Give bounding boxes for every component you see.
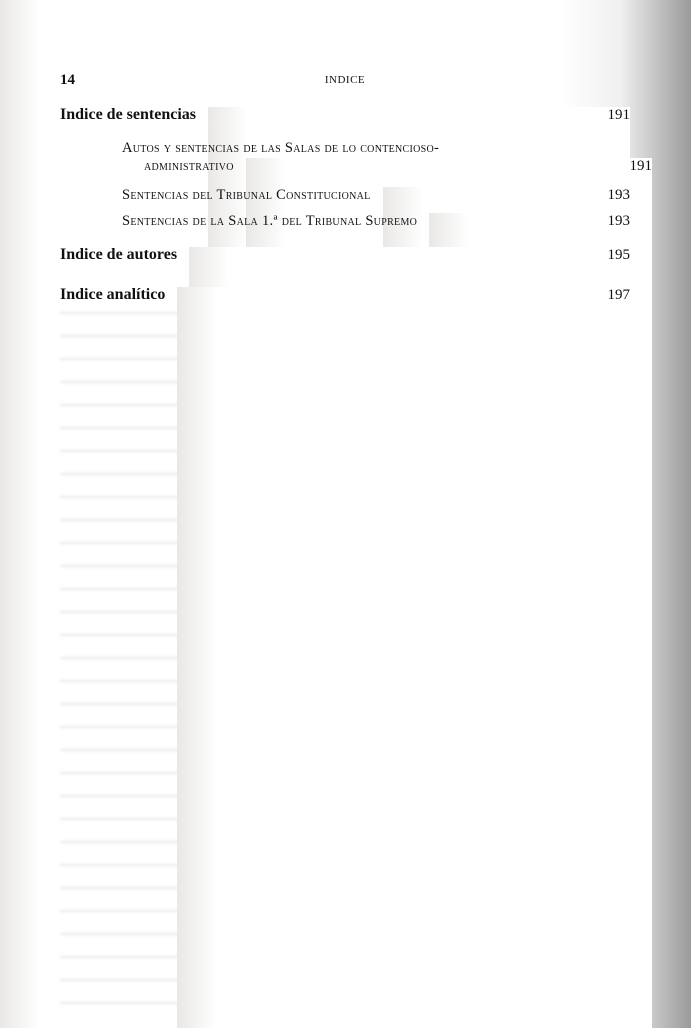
toc-entry-page: 193 xyxy=(429,213,630,1028)
toc-entry-page: 191 xyxy=(246,158,652,1028)
toc-entry-label-line2: administrativo xyxy=(144,158,234,174)
toc-entry-autores xyxy=(60,246,630,268)
toc-entry-label: Sentencias de la Sala 1.ª del Tribunal Supremo xyxy=(122,213,418,229)
toc-entry-sentencias xyxy=(60,106,630,128)
toc-entry-analitico xyxy=(60,286,630,308)
running-head: INDICE xyxy=(324,74,366,86)
toc-entry-autos xyxy=(122,140,652,182)
toc-entry-label: Indice analítico xyxy=(60,286,166,303)
toc-entry-constitucional xyxy=(122,186,630,208)
page-number: 14 xyxy=(60,72,75,88)
toc-entry-label-line1: Autos y sentencias de las Salas de lo contencioso- xyxy=(122,140,440,156)
toc-entry-page: 193 xyxy=(383,187,630,1028)
page-header xyxy=(60,72,630,92)
toc-entry-label: Indice de sentencias xyxy=(60,106,196,123)
toc-entry-page: 191 xyxy=(208,107,630,1028)
toc-entry-label: Indice de autores xyxy=(60,246,178,263)
toc-entry-label: Sentencias del Tribunal Constitucional xyxy=(122,187,371,203)
toc-entry-supremo xyxy=(122,212,630,234)
toc-entry-page: 195 xyxy=(189,247,630,1028)
toc-entry-page: 197 xyxy=(177,287,630,1028)
